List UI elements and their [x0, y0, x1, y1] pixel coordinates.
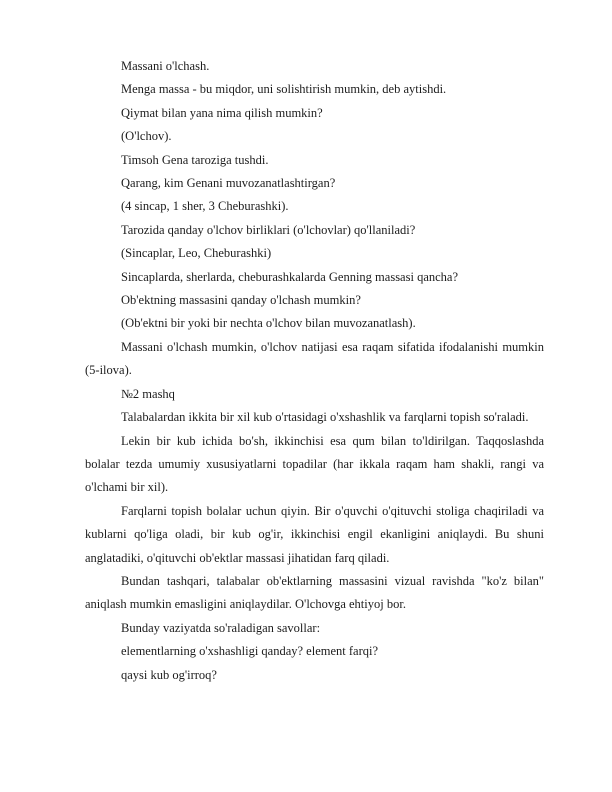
- paragraph: Talabalardan ikkita bir xil kub o'rtasidagi o'xshashlik va farqlarni topish so'raladi.: [121, 410, 529, 425]
- paragraph: Bunday vaziyatda so'raladigan savollar:: [121, 620, 321, 635]
- paragraph: Massani o'lchash mumkin, o'lchov natijasi esa raqam sifatida ifodalanishi mumkin (5-ilova).: [85, 339, 544, 378]
- paragraph: (O'lchov).: [121, 129, 172, 144]
- paragraph: Menga massa - bu miqdor, uni solishtirish mumkin, deb aytishdi.: [121, 82, 447, 97]
- paragraph: (Ob'ektni bir yoki bir nechta o'lchov bilan muvozanatlash).: [121, 316, 416, 331]
- paragraph: (4 sincap, 1 sher, 3 Cheburashki).: [121, 199, 289, 214]
- document-body: [85, 55, 544, 687]
- paragraph: (Sincaplar, Leo, Cheburashki): [121, 246, 272, 261]
- paragraph: Sincaplarda, sherlarda, cheburashkalarda Genning massasi qancha?: [121, 269, 459, 284]
- paragraph: Farqlarni topish bolalar uchun qiyin. Bir o'quvchi o'qituvchi stoliga chaqiriladi va kublarni qo'liga oladi, bir kub og'ir, ikkinchisi engil ekanligini aniqlaydi. Bu shuni anglatadiki, o'qituvchi ob'ektlar massasi jihatidan farq qiladi.: [85, 503, 544, 565]
- exercise-heading: №2 mashq: [121, 386, 175, 401]
- paragraph: Lekin bir kub ichida bo'sh, ikkinchisi esa qum bilan to'ldirilgan. Taqqoslashda bolalar tezda umumiy xususiyatlarni topadilar (har ikkala raqam ham shakli, rangi va o'lchami bir xil).: [85, 433, 544, 495]
- paragraph: Timsoh Gena taroziga tushdi.: [121, 152, 269, 167]
- paragraph: Qarang, kim Genani muvozanatlashtirgan?: [121, 176, 336, 191]
- paragraph: qaysi kub og'irroq?: [121, 667, 217, 682]
- paragraph: Qiymat bilan yana nima qilish mumkin?: [121, 105, 323, 120]
- paragraph: Ob'ektning massasini qanday o'lchash mumkin?: [121, 293, 361, 308]
- paragraph: Massani o'lchash.: [121, 59, 210, 73]
- paragraph: Tarozida qanday o'lchov birliklari (o'lchovlar) qo'llaniladi?: [121, 222, 416, 237]
- paragraph: elementlarning o'xshashligi qanday? element farqi?: [121, 644, 379, 659]
- paragraph: Bundan tashqari, talabalar ob'ektlarning massasini vizual ravishda "ko'z bilan" aniqlash mumkin emasligini aniqlaydilar. O'lchovga ehtiyoj bor.: [85, 573, 544, 612]
